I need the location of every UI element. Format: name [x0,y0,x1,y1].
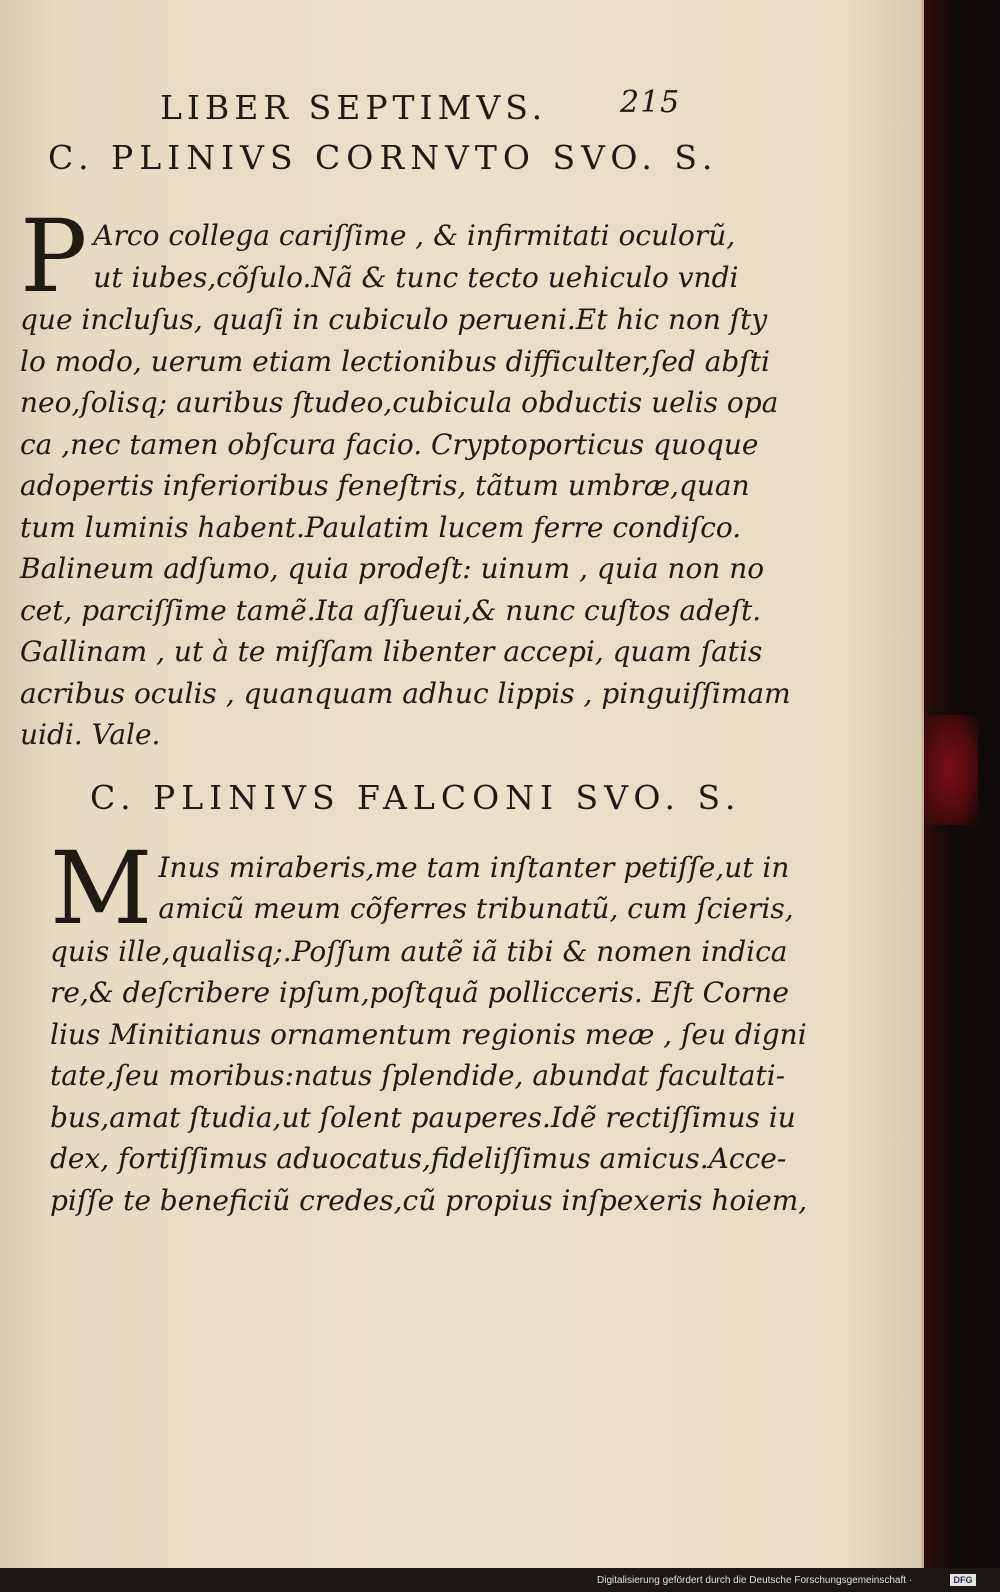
letter-2-line: dex, fortiſſimus aduocatus,fideliſſimus amicus.Acce- [50,1142,787,1175]
letter-2-line: quis ille,qualisq;.Poſſum autẽ iã tibi & nomen indica [50,934,788,968]
letter-1-line: lo modo, uerum etiam lectionibus difficulter,ſed abſti [20,344,770,378]
letter-1-line: cet, parciſſime tamẽ.Ita aſſueui,& nunc cuſtos adeſt. [20,593,762,627]
letter-2-body [20,829,808,1222]
letter-1-line: ut iubes,cõſulo.Nã & tunc tecto uehiculo vndi [93,260,739,294]
letter-1-body [20,198,791,756]
digitization-credit: Digitalisierung gefördert durch die Deutsche Forschungsgemeinschaft · [597,1575,913,1586]
running-head [20,80,720,130]
letter-1-heading: C. PLINIVS CORNVTO SVO. S. [48,138,719,177]
letter-1-dropcap: P [20,198,88,315]
letter-1-line: Arco collega cariſſime , & infirmitati oculorũ, [93,219,736,252]
letter-1-line: acribus oculis , quanquam adhuc lippis , pinguiſſimam [20,676,791,710]
letter-1-line: adopertis inferioribus feneſtris, tãtum umbræ,quan [20,469,750,502]
letter-2-line: re,& deſcribere ipſum,poſtquã pollicceris. Eſt Corne [50,976,789,1009]
letter-1-line: tum luminis habent.Paulatim lucem ferre condiſco. [20,510,742,544]
letter-1-line: uidi. Vale. [20,718,161,751]
letter-2-line: bus,amat ſtudia,ut ſolent pauperes.Idẽ rectiſſimus iu [50,1100,796,1134]
letter-2-line: Inus miraberis,me tam inſtanter petiſſe,ut in [158,850,790,884]
letter-1-line: Balineum adſumo, quia prodeſt: uinum , quia non no [20,552,765,585]
letter-1-line: neo,ſolisq; auribus ſtudeo,cubicula obductis uelis opa [20,386,779,419]
running-head-title: LIBER SEPTIMVS. [160,88,548,127]
letter-2-dropcap: M [50,829,153,947]
letter-1-line: Gallinam , ut à te miſſam libenter accepi, quam ſatis [20,635,763,668]
letter-2-line: lius Minitianus ornamentum regionis meæ , ſeu digni [50,1017,807,1051]
page-content [20,80,808,1221]
page-number: 215 [620,85,681,120]
letter-2-line: piſſe te beneficiũ credes,cũ propius inſpexeris hoiem, [50,1183,808,1217]
letter-2-line: amicũ meum cõferres tribunatũ, cum ſcieris, [158,892,794,925]
letter-2-line: tate,ſeu moribus:natus ſplendide, abundat facultati- [50,1059,786,1092]
ribbon-mark [920,715,978,825]
letter-2-heading: C. PLINIVS FALCONI SVO. S. [90,777,742,817]
letter-1-line: ca ,nec tamen obſcura facio. Cryptoporticus quoque [20,427,759,461]
letter-1-line: que incluſus, quaſi in cubiculo perueni.Et hic non ſty [20,303,768,336]
dfg-logo: DFG [950,1574,976,1586]
